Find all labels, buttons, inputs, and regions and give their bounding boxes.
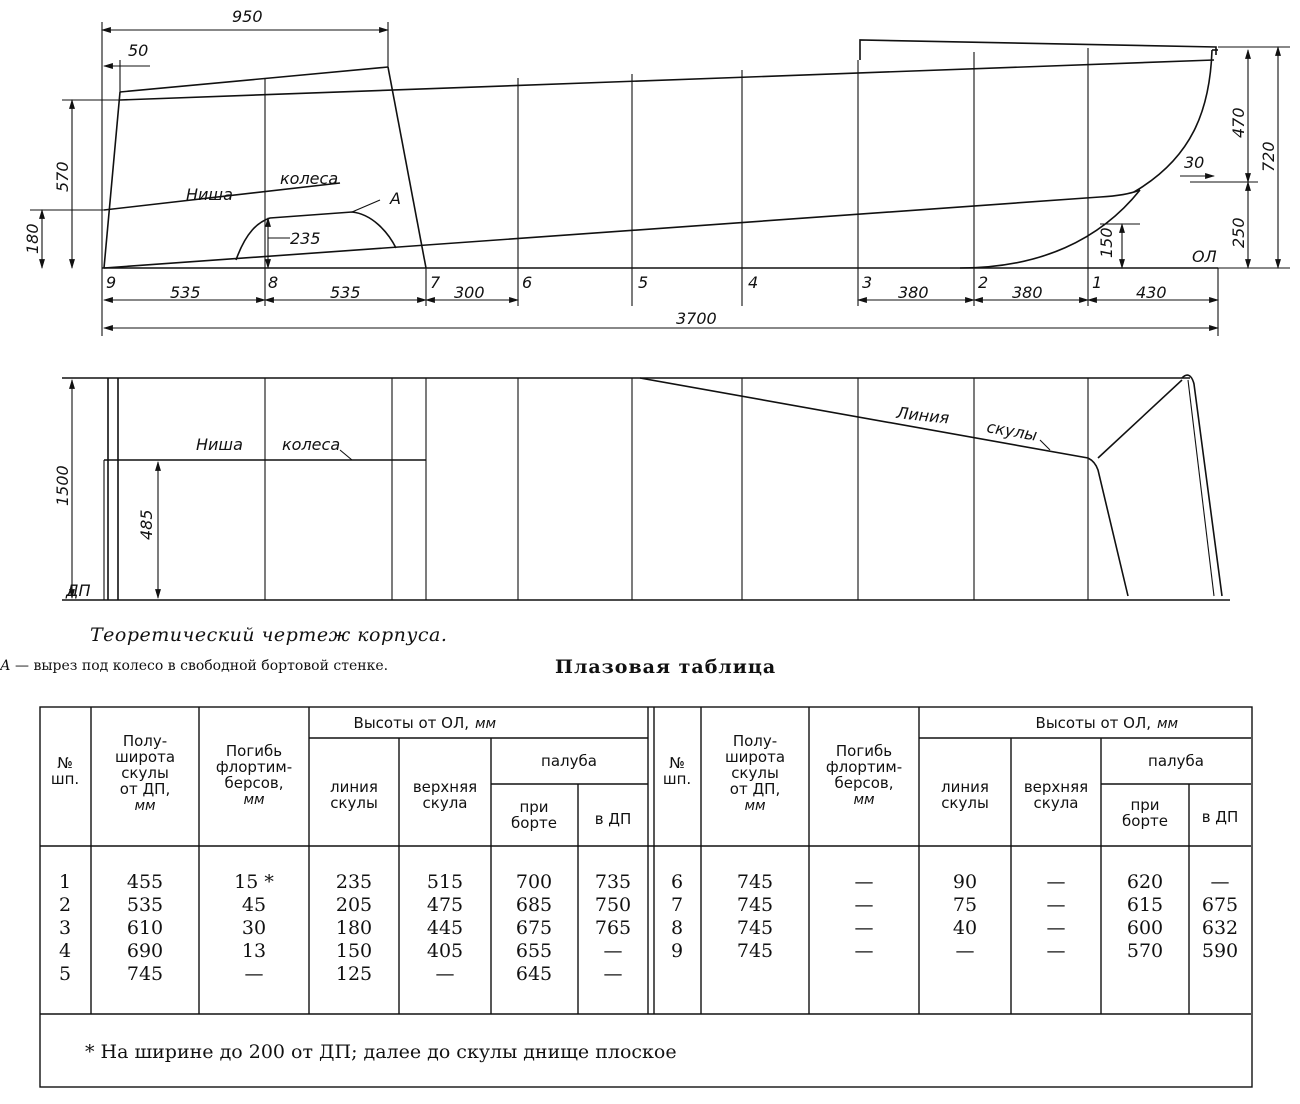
svg-text:скулы: скулы [330, 794, 378, 812]
label-liniya: Линия [895, 403, 951, 428]
svg-text:флортим-: флортим- [825, 758, 903, 776]
svg-text:—: — [603, 940, 623, 962]
svg-text:—: — [854, 917, 874, 939]
svg-text:645: 645 [515, 963, 553, 985]
svg-text:скула: скула [1033, 794, 1079, 812]
dim-535-a: 535 [170, 283, 201, 302]
leader-a [352, 200, 380, 212]
svg-text:690: 690 [126, 940, 164, 962]
svg-text:75: 75 [952, 894, 978, 916]
svg-text:от ДП,: от ДП, [119, 780, 171, 798]
svg-text:в ДП: в ДП [594, 810, 632, 828]
right-rows [671, 871, 1238, 962]
svg-text:750: 750 [594, 894, 632, 916]
svg-text:7: 7 [670, 894, 684, 916]
dim-535-b: 535 [330, 283, 361, 302]
svg-text:15 *: 15 * [234, 871, 274, 893]
svg-text:—: — [1046, 917, 1066, 939]
dim-485: 485 [137, 509, 156, 540]
svg-text:745: 745 [736, 871, 774, 893]
svg-text:мм: мм [475, 716, 497, 732]
drawing-caption-note [0, 658, 388, 674]
svg-text:скулы: скулы [731, 764, 779, 782]
svg-text:—: — [854, 871, 874, 893]
svg-text:—: — [603, 963, 623, 985]
svg-text:—: — [244, 963, 264, 985]
svg-text:590: 590 [1201, 940, 1239, 962]
svg-text:1: 1 [58, 871, 72, 893]
svg-text:широта: широта [114, 748, 176, 766]
svg-text:верхняя: верхняя [1023, 778, 1089, 796]
dim-30: 30 [1184, 153, 1205, 172]
svg-text:445: 445 [426, 917, 464, 939]
svg-text:675: 675 [515, 917, 553, 939]
table-row [671, 894, 1238, 916]
svg-text:700: 700 [515, 871, 553, 893]
dim-380-b: 380 [1012, 283, 1043, 302]
svg-text:верхняя: верхняя [412, 778, 478, 796]
svg-text:745: 745 [126, 963, 164, 985]
svg-text:скула: скула [422, 794, 468, 812]
svg-text:мм: мм [1157, 716, 1179, 732]
svg-text:745: 745 [736, 894, 774, 916]
svg-text:линия: линия [330, 778, 378, 796]
svg-text:570: 570 [1126, 940, 1164, 962]
label-ol: ОЛ [1192, 247, 1217, 266]
svg-text:Полу-: Полу- [122, 732, 168, 750]
svg-text:610: 610 [126, 917, 164, 939]
svg-text:Погибь: Погибь [835, 742, 893, 760]
svg-text:мм: мм [853, 792, 875, 808]
svg-text:45: 45 [241, 894, 267, 916]
svg-text:515: 515 [426, 871, 464, 893]
svg-text:—: — [1046, 871, 1066, 893]
station-5: 5 [638, 273, 649, 292]
svg-text:—: — [955, 940, 975, 962]
dim-470: 470 [1229, 107, 1248, 138]
left-headers [51, 714, 631, 832]
sheer-line [120, 60, 1214, 100]
svg-text:6: 6 [670, 871, 684, 893]
svg-text:при: при [1130, 796, 1160, 814]
forward-raised-deck [860, 40, 1216, 60]
svg-text:линия: линия [941, 778, 989, 796]
dim-1500: 1500 [53, 465, 72, 506]
svg-text:в ДП: в ДП [1201, 808, 1239, 826]
drawing-caption-title: Теоретический чертеж корпуса. [90, 624, 448, 646]
svg-text:№: № [57, 754, 73, 772]
bulwark-front-edge [388, 67, 426, 268]
svg-text:745: 745 [736, 917, 774, 939]
svg-text:борте: борте [511, 814, 557, 832]
svg-text:—: — [1210, 871, 1230, 893]
svg-text:Полу-: Полу- [732, 732, 778, 750]
plaz-table [39, 706, 1253, 1088]
svg-text:шп.: шп. [662, 770, 692, 788]
svg-text:235: 235 [335, 871, 373, 893]
svg-text:№: № [669, 754, 685, 772]
svg-text:Высоты от ОЛ,: Высоты от ОЛ, [353, 714, 469, 732]
svg-text:735: 735 [594, 871, 632, 893]
table-row [671, 940, 1238, 962]
note-letter: А [0, 658, 11, 674]
svg-text:мм: мм [134, 798, 156, 814]
station-2: 2 [978, 273, 989, 292]
plan-stem [1182, 375, 1222, 596]
station-4: 4 [748, 273, 759, 292]
svg-text:скулы: скулы [121, 764, 169, 782]
svg-text:палуба: палуба [1148, 752, 1204, 770]
table-title: Плазовая таблица [555, 656, 777, 678]
svg-text:Высоты от ОЛ,: Высоты от ОЛ, [1035, 714, 1151, 732]
station-7: 7 [430, 273, 441, 292]
svg-text:620: 620 [1126, 871, 1164, 893]
dim-150: 150 [1097, 227, 1116, 258]
dim-570: 570 [53, 161, 72, 192]
svg-text:4: 4 [58, 940, 72, 962]
svg-text:3: 3 [58, 917, 72, 939]
svg-text:125: 125 [335, 963, 373, 985]
dim-250: 250 [1229, 217, 1248, 248]
dim-380-a: 380 [898, 283, 929, 302]
svg-text:при: при [519, 798, 549, 816]
table-row [671, 871, 1230, 893]
svg-text:632: 632 [1201, 917, 1239, 939]
chine-line-profile [104, 190, 1140, 268]
svg-text:455: 455 [126, 871, 164, 893]
bulwark-top-line [120, 67, 388, 92]
svg-text:5: 5 [58, 963, 72, 985]
label-kolesa-plan: колеса [282, 435, 341, 454]
dim-180: 180 [23, 223, 42, 254]
svg-text:мм: мм [243, 792, 265, 808]
station-numbers [106, 273, 1102, 292]
svg-text:—: — [1046, 894, 1066, 916]
plan-chine-line [640, 378, 1128, 596]
svg-text:9: 9 [670, 940, 684, 962]
dim-235: 235 [290, 229, 321, 248]
svg-text:от ДП,: от ДП, [729, 780, 781, 798]
svg-text:—: — [854, 894, 874, 916]
svg-text:150: 150 [335, 940, 373, 962]
dim-300: 300 [454, 283, 485, 302]
table-footnote: * На ширине до 200 от ДП; далее до скулы днище плоское [85, 1041, 677, 1063]
table-row [59, 917, 631, 939]
svg-text:шп.: шп. [50, 770, 80, 788]
label-kolesa: колеса [280, 169, 339, 188]
svg-text:535: 535 [126, 894, 164, 916]
svg-text:615: 615 [1126, 894, 1164, 916]
plan-view [53, 375, 1230, 600]
svg-text:90: 90 [952, 871, 978, 893]
svg-text:берсов,: берсов, [224, 774, 284, 792]
svg-text:—: — [435, 963, 455, 985]
svg-text:30: 30 [241, 917, 267, 939]
station-6: 6 [522, 273, 533, 292]
label-nisha-plan: Ниша [196, 435, 243, 454]
svg-text:655: 655 [515, 940, 553, 962]
stern-transom-line [104, 92, 120, 268]
svg-text:Погибь: Погибь [225, 742, 283, 760]
dim-430: 430 [1136, 283, 1167, 302]
table-row [671, 917, 1238, 939]
side-profile-view [23, 7, 1290, 336]
table-row [59, 894, 631, 916]
svg-text:скулы: скулы [941, 794, 989, 812]
station-3: 3 [862, 273, 873, 292]
svg-text:—: — [854, 940, 874, 962]
label-dp: ДП [66, 581, 91, 600]
label-a: А [390, 189, 401, 208]
svg-text:205: 205 [335, 894, 373, 916]
svg-text:600: 600 [1126, 917, 1164, 939]
svg-text:—: — [1046, 940, 1066, 962]
svg-text:765: 765 [594, 917, 632, 939]
dim-50: 50 [128, 41, 149, 60]
svg-text:берсов,: берсов, [834, 774, 894, 792]
note-text: — вырез под колесо в свободной бортовой стенке. [10, 658, 389, 674]
right-headers [663, 714, 1238, 830]
station-lines-plan [265, 378, 1088, 600]
svg-text:борте: борте [1122, 812, 1168, 830]
svg-text:685: 685 [515, 894, 553, 916]
left-rows [59, 871, 631, 985]
svg-text:745: 745 [736, 940, 774, 962]
svg-text:675: 675 [1201, 894, 1239, 916]
table-row [59, 963, 623, 985]
dim-950: 950 [232, 7, 263, 26]
svg-text:2: 2 [58, 894, 72, 916]
dim-3700: 3700 [676, 309, 717, 328]
svg-text:475: 475 [426, 894, 464, 916]
svg-text:180: 180 [335, 917, 373, 939]
svg-text:405: 405 [426, 940, 464, 962]
label-skuly: скулы [985, 417, 1039, 445]
station-8: 8 [268, 273, 279, 292]
svg-text:8: 8 [670, 917, 684, 939]
label-nisha: Ниша [186, 185, 233, 204]
svg-text:широта: широта [724, 748, 786, 766]
station-9: 9 [106, 273, 117, 292]
svg-text:флортим-: флортим- [215, 758, 293, 776]
table-row [59, 871, 631, 893]
svg-text:палуба: палуба [541, 752, 597, 770]
dim-720: 720 [1259, 141, 1278, 172]
station-1: 1 [1092, 273, 1103, 292]
table-row [59, 940, 623, 962]
svg-text:13: 13 [241, 940, 267, 962]
svg-text:мм: мм [744, 798, 766, 814]
svg-text:40: 40 [952, 917, 978, 939]
